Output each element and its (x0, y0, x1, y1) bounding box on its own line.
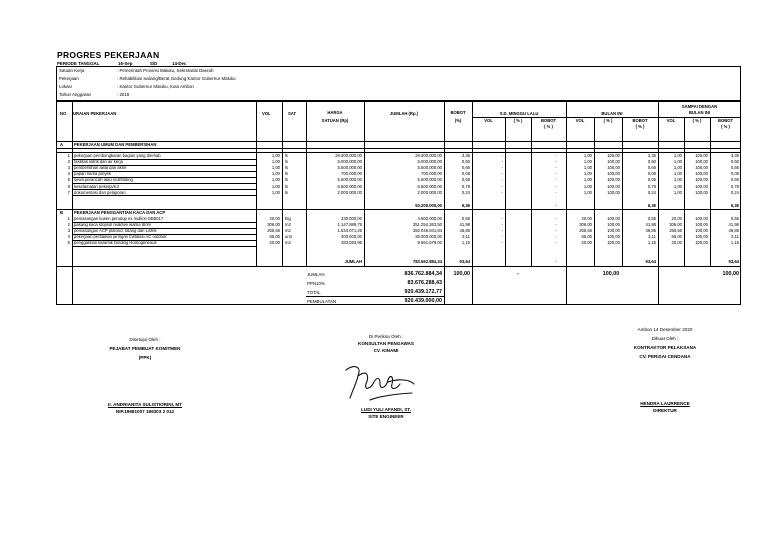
table-cell-l-bobot: - (555, 177, 557, 183)
table-cell-uraian: keselamatan pekerja/K3 (74, 183, 119, 189)
table-cell-harga: 28.000.000,00 (335, 153, 362, 158)
sig-middle-company: CV. KINAMI (373, 348, 399, 353)
table-cell-no: 1 (67, 216, 70, 221)
table-cell-vol: 1,00 (271, 153, 280, 158)
sig-right-name: HENDRA LAURRENCE (640, 401, 690, 406)
table-cell-no: 4 (67, 171, 70, 177)
table-cell-jumlah: 5.500.000,00 (417, 177, 442, 183)
table-cell-s-pct: 100,00 (695, 240, 708, 246)
table-cell-s-vol: 1,00 (673, 165, 682, 171)
table-cell-sat: ls (285, 177, 289, 183)
sig-middle-name: LUDI YULI AFANDI, ST. (361, 407, 411, 412)
header-bobot: BOBOT (450, 110, 466, 115)
table-cell-no: 6 (67, 183, 70, 189)
sig-right-made: Dibuat Oleh : (651, 336, 679, 341)
table-cell-no: 2 (67, 222, 70, 228)
grid-line (306, 296, 444, 297)
table-cell-s-vol: 20,00 (671, 216, 682, 221)
table-cell-s-vol: 255,56 (669, 228, 682, 234)
table-cell-l-bobot: - (555, 153, 557, 158)
grid-line (56, 148, 741, 149)
table-cell-jumlah: 392.046.941,84 (412, 228, 442, 234)
table-cell-s-bobot: 0,60 (730, 159, 739, 165)
grid-line (72, 246, 256, 247)
table-cell-harga: 700.000,00 (341, 171, 362, 177)
table-cell-b-pct: 100,00 (607, 171, 620, 177)
table-cell-s-pct: 100,00 (695, 228, 708, 234)
table-cell-l-bobot: - (555, 165, 557, 171)
subheader-vol: VOL (666, 118, 676, 123)
table-cell-bobot: 1,15 (461, 240, 470, 246)
table-cell-harga: 230.000,00 (341, 216, 362, 221)
table-cell-s-bobot: 0,66 (730, 165, 739, 171)
table-cell-no: 3 (67, 165, 70, 171)
subheader-bobot: BOBOT (717, 118, 734, 123)
table-cell-s-bobot: 46,85 (728, 228, 739, 234)
table-cell-l-bobot: - (555, 234, 557, 240)
table-cell-vol: 20,00 (269, 240, 280, 246)
subheader-pct: ( % ) (603, 118, 613, 123)
page-title: PROGRES PEKERJAAN (57, 50, 160, 60)
info-value: : Pemerintah Provinsi Maluku, Sekretariat Daerah (117, 68, 214, 73)
summary-pembulatan-value: 920.439.000,00 (404, 298, 442, 304)
table-cell-s-vol: 1,00 (673, 177, 682, 183)
section-a-title: PEKERJAAN UMUM DAN PEMBERSIHAN (74, 142, 157, 147)
table-cell-s-vol: 1,00 (673, 153, 682, 158)
table-cell-jumlah: 2.000.000,00 (417, 189, 442, 195)
table-cell-jumlah: 5.000.000,00 (417, 159, 442, 165)
section-a-subtotal-lalu: - (555, 203, 557, 208)
table-cell-bobot: 3,35 (461, 153, 470, 158)
table-cell-b-vol: 306,00 (579, 222, 592, 228)
table-cell-s-pct: 100,00 (695, 153, 708, 158)
info-label: Pekerjaan (59, 76, 79, 81)
table-cell-l-bobot: - (555, 189, 557, 195)
table-cell-b-bobot: 0,66 (647, 165, 656, 171)
table-cell-s-bobot: 0,55 (730, 216, 739, 221)
table-cell-l-vol: - (501, 222, 503, 228)
table-cell-vol: 255,56 (267, 228, 280, 234)
grid-line (56, 141, 741, 142)
table-cell-b-pct: 100,00 (607, 165, 620, 171)
period-sd: S/D (150, 61, 158, 66)
table-cell-harga: 5.500.000,00 (337, 177, 362, 183)
table-cell-bobot: 3,11 (462, 234, 470, 240)
header-sat: SAT (288, 111, 297, 116)
table-cell-sat: m2 (285, 222, 291, 228)
table-cell-l-vol: - (501, 216, 503, 221)
table-cell-no: 5 (67, 240, 70, 246)
table-cell-s-pct: 100,00 (695, 177, 708, 183)
table-cell-jumlah: 4.600.000,00 (417, 216, 442, 221)
table-cell-s-bobot: 41,98 (728, 222, 739, 228)
table-cell-no: 5 (67, 177, 70, 183)
table-cell-sat: m2 (285, 228, 291, 234)
subheader-bobot-unit: ( % ) (635, 124, 645, 129)
table-cell-l-vol: - (501, 228, 503, 234)
table-cell-jumlah: 5.500.000,00 (417, 165, 442, 171)
table-cell-b-pct: 100,00 (607, 216, 620, 221)
table-cell-harga: 5.000.000,00 (337, 159, 362, 165)
table-cell-s-pct: 100,00 (695, 216, 708, 221)
grid-line (56, 266, 741, 267)
grid-line (282, 101, 283, 267)
sig-right-date: Ambon 14 Desember 2020 (637, 327, 693, 332)
section-b-subtotal-label: JUMLAH (344, 259, 362, 264)
header-no: NO (60, 111, 67, 116)
table-cell-s-bobot: 0,08 (730, 171, 739, 177)
project-info-box (56, 66, 741, 101)
table-cell-sat: btg (285, 216, 291, 221)
table-cell-uraian: pemasangan kusen penutup ex mullion DB5017 (74, 216, 164, 221)
table-cell-harga: 483.083,95 (341, 240, 362, 246)
table-cell-l-bobot: - (555, 171, 557, 177)
table-cell-s-pct: 100,00 (695, 171, 708, 177)
table-cell-uraian: pasang kaca stopsol reaktive warna 6mm (74, 222, 152, 228)
subheader-pct: ( % ) (692, 118, 702, 123)
header-sampai-bulan-ini: BULAN INI (688, 110, 711, 115)
table-cell-harga: 400.000,00 (341, 234, 362, 240)
table-cell-b-pct: 100,00 (607, 240, 620, 246)
table-cell-no: 1 (67, 153, 70, 158)
header-uraian: URAIAN PEKERJAAN (73, 111, 117, 116)
grid-line (72, 101, 73, 305)
table-cell-vol: 1,00 (271, 183, 280, 189)
table-cell-b-bobot: 3,35 (647, 153, 656, 158)
table-cell-b-bobot: 0,78 (647, 183, 656, 189)
table-cell-b-pct: 100,00 (607, 159, 620, 165)
table-cell-b-bobot: 0,60 (647, 159, 656, 165)
table-cell-s-vol: 20,00 (671, 240, 682, 246)
table-cell-uraian: pekerjaan perbaikan jaringan Instalasi AC outdoor (74, 234, 167, 240)
table-cell-s-pct: 100,00 (695, 165, 708, 171)
summary-jumlah-bobot: 100,00 (453, 271, 470, 277)
table-cell-l-bobot: - (555, 159, 557, 165)
table-cell-l-bobot: - (555, 216, 557, 221)
header-harga-sub: SATUAN (Rp) (321, 118, 349, 123)
sig-middle-checked: Di Periksa Oleh : (368, 334, 404, 339)
table-cell-b-bobot: 0,55 (647, 216, 656, 221)
summary-bulan-total: 100,00 (602, 271, 620, 277)
table-cell-harga: 1.147.889,75 (337, 222, 362, 228)
subheader-bobot: BOBOT (632, 118, 648, 123)
section-b-subtotal-jumlah: 783.562.884,34 (412, 259, 442, 264)
sig-left-nip: NIP.19681007 199303 2 012 (115, 409, 175, 414)
table-cell-s-pct: 100,00 (695, 234, 708, 240)
table-cell-sat: ls (285, 159, 289, 165)
subheader-vol: VOL (484, 118, 493, 123)
table-cell-sat: ls (285, 183, 289, 189)
section-b-subtotal-bobot: 93,64 (459, 259, 470, 264)
table-cell-b-pct: 100,00 (607, 153, 620, 158)
header-jumlah: JUMLAH (Rp.) (389, 111, 419, 116)
table-cell-s-vol: 65,00 (671, 234, 682, 240)
subheader-bobot-unit: ( % ) (544, 124, 553, 129)
table-cell-l-bobot: - (555, 240, 557, 246)
table-cell-sat: ls (285, 165, 289, 171)
summary-jumlah-label: JUMLAH (307, 272, 325, 277)
table-cell-bobot: 0,08 (461, 171, 470, 177)
table-cell-b-pct: 100,00 (607, 189, 620, 195)
table-cell-s-vol: 1,00 (673, 183, 682, 189)
table-cell-s-bobot: 0,24 (730, 189, 739, 195)
info-value: : Kantor Gubernur Maluku, Kota Ambon (117, 84, 194, 89)
header-sd-minggu-lalu: S.D. MINGGU LALU (499, 111, 539, 116)
table-cell-no: 7 (67, 189, 70, 195)
section-b-title: PEKERJAAN PENGGANTIAN KACA DAN ACP (74, 210, 166, 215)
table-cell-vol: 1,00 (271, 171, 280, 177)
table-cell-jumlah: 700.000,00 (421, 171, 442, 177)
table-cell-b-vol: 1,00 (583, 153, 592, 158)
table-cell-uraian: fasilitas listrik dan air kerja (74, 159, 123, 165)
table-cell-b-pct: 100,00 (607, 222, 620, 228)
table-cell-bobot: 0,24 (461, 189, 470, 195)
summary-ppn-label: PPN10% (307, 281, 325, 286)
summary-jumlah-value: 836.762.884,34 (404, 271, 442, 277)
table-cell-b-pct: 100,00 (607, 234, 620, 240)
table-cell-harga: 1.534.071,25 (337, 228, 362, 234)
table-cell-s-pct: 100,00 (695, 189, 708, 195)
table-cell-s-pct: 100,00 (695, 159, 708, 165)
sig-left-role: (PPK) (138, 355, 152, 360)
signature-image (340, 360, 420, 405)
table-cell-s-vol: 306,00 (669, 222, 682, 228)
sig-right-title: KONTRAKTOR PELAKSANA (633, 345, 697, 350)
table-cell-b-vol: 255,56 (579, 228, 592, 234)
table-cell-harga: 5.500.000,00 (337, 165, 362, 171)
sig-right-role: DIREKTUR (653, 408, 677, 413)
table-cell-harga: 6.500.000,00 (337, 183, 362, 189)
table-cell-s-bobot: 3,35 (730, 153, 739, 158)
grid-line (658, 101, 659, 305)
table-cell-s-vol: 1,00 (673, 171, 682, 177)
table-cell-l-vol: - (501, 159, 503, 165)
info-label: Satuan Kerja (59, 68, 85, 73)
table-cell-l-vol: - (501, 177, 503, 183)
table-cell-b-vol: 20,00 (581, 216, 592, 221)
table-cell-l-vol: - (501, 234, 503, 240)
sig-left-approved: Disetujui Oleh : (129, 337, 161, 342)
header-vol: VOL (262, 111, 271, 116)
table-cell-l-bobot: - (555, 183, 557, 189)
table-cell-b-vol: 1,00 (583, 183, 592, 189)
table-cell-sat: ls (285, 171, 289, 177)
subheader-bobot: BOBOT (540, 118, 557, 123)
table-cell-sat: ls (285, 189, 289, 195)
table-cell-b-vol: 1,00 (583, 159, 592, 165)
table-cell-b-bobot: 0,24 (647, 189, 656, 195)
table-cell-uraian: pembersihan awal dan akhir (74, 165, 127, 171)
section-b-subtotal-bulan: 93,64 (645, 259, 656, 264)
info-label: Lokasi (59, 84, 72, 89)
summary-sampai-total: 100,00 (722, 271, 739, 277)
section-a-subtotal-bulan: 6,36 (647, 203, 656, 208)
table-cell-b-bobot: 0,66 (647, 177, 656, 183)
table-cell-vol: 20,00 (269, 216, 280, 221)
table-cell-l-bobot: - (555, 228, 557, 234)
table-cell-l-vol: - (501, 165, 503, 171)
table-cell-bobot: 46,85 (459, 228, 470, 234)
table-cell-b-pct: 100,00 (607, 183, 620, 189)
table-cell-s-pct: 100,00 (695, 222, 708, 228)
table-cell-no: 2 (67, 159, 70, 165)
table-cell-vol: 1,00 (271, 159, 280, 165)
table-cell-s-pct: 100,00 (695, 183, 708, 189)
table-cell-l-vol: - (501, 153, 503, 158)
table-cell-s-vol: 1,00 (673, 189, 682, 195)
table-cell-vol: 306,00 (267, 222, 280, 228)
section-b-subtotal-lalu: - (555, 259, 557, 264)
section-a-subtotal-bobot: 6,36 (461, 203, 470, 208)
table-cell-l-bobot: - (555, 222, 557, 228)
table-cell-b-bobot: 1,15 (647, 240, 656, 246)
subheader-bobot-unit: ( % ) (721, 124, 730, 129)
grid-line (72, 195, 256, 196)
table-cell-jumlah: 26.000.000,00 (415, 234, 442, 240)
section-a-subtotal-jumlah: 53.200.000,00 (415, 203, 442, 208)
sig-middle-title: KONSULTAN PENGAWAS (358, 341, 414, 346)
info-value: : 2019 (117, 92, 130, 97)
section-b-code: B (60, 210, 64, 215)
header-harga: HARGA (327, 110, 343, 115)
table-cell-bobot: 0,78 (461, 183, 470, 189)
table-cell-uraian: penggantian karamik Dinding Homogeneous (74, 240, 157, 246)
grid-line (472, 101, 473, 305)
table-cell-vol: 1,00 (271, 177, 280, 183)
table-cell-b-vol: 1,00 (583, 177, 592, 183)
table-cell-jumlah: 351.254.263,50 (412, 222, 442, 228)
subheader-pct: ( % ) (513, 118, 523, 123)
table-cell-b-bobot: 41,98 (645, 222, 656, 228)
table-cell-vol: 1,00 (271, 165, 280, 171)
table-cell-uraian: pemasangan ACP plafond, talang dan Listrik (74, 228, 157, 234)
summary-total-label: TOTAL (307, 290, 321, 295)
grid-line (505, 117, 506, 267)
table-cell-s-bobot: 0,66 (730, 177, 739, 183)
table-cell-l-vol: - (501, 171, 503, 177)
table-cell-uraian: dokumentasi dan pelaporan (74, 189, 126, 195)
table-cell-jumlah: 28.000.000,00 (415, 153, 442, 158)
table-cell-sat: m2 (285, 240, 291, 246)
table-cell-jumlah: 9.661.679,00 (417, 240, 442, 246)
table-cell-bobot: 41,98 (459, 222, 470, 228)
section-b-subtotal-sampai: 93,64 (728, 259, 739, 264)
sig-middle-role: SITE ENGINEER (368, 414, 404, 419)
info-value: : Rehabilitasi sedang/Berat Gedung Kantor Gubernur Maluku (117, 76, 236, 81)
table-cell-bobot: 0,60 (461, 159, 470, 165)
table-cell-jumlah: 6.500.000,00 (417, 183, 442, 189)
summary-total-value: 920.439.172,77 (404, 289, 442, 295)
sig-right-company: CV. PERISAI CENDANA (639, 354, 691, 359)
table-cell-b-vol: 1,00 (583, 189, 592, 195)
summary-lalu-total: - (517, 271, 519, 277)
table-cell-vol: 1,00 (271, 189, 280, 195)
header-bulan-ini: BULAN INI (601, 111, 623, 116)
table-cell-bobot: 0,66 (461, 177, 470, 183)
subheader-vol: VOL (575, 118, 585, 123)
table-cell-b-vol: 65,00 (581, 234, 592, 240)
table-cell-bobot: 0,55 (461, 216, 470, 221)
table-cell-sat: unit (285, 234, 292, 240)
period-label: PERIODE TANGGAL (57, 61, 100, 66)
period-from: 16-Sep (118, 61, 133, 66)
table-cell-b-vol: 1,00 (583, 171, 592, 177)
table-cell-b-vol: 1,00 (583, 165, 592, 171)
section-a-subtotal-sampai: 6,36 (730, 203, 739, 208)
table-cell-s-bobot: 3,11 (731, 234, 739, 240)
table-cell-l-vol: - (501, 189, 503, 195)
table-cell-s-vol: 1,00 (673, 159, 682, 165)
table-cell-no: 3 (67, 228, 70, 234)
table-cell-s-bobot: 0,78 (730, 183, 739, 189)
table-cell-b-vol: 20,00 (581, 240, 592, 246)
header-bobot-unit: (%) (454, 118, 462, 123)
table-cell-b-pct: 100,00 (607, 228, 620, 234)
table-cell-sat: ls (285, 153, 289, 158)
sig-left-title: PEJABAT PEMBUAT KOMITMEN (109, 346, 181, 351)
summary-ppn-value: 83.676.288,43 (407, 280, 442, 286)
table-cell-l-vol: - (501, 240, 503, 246)
header-sampai-dengan: SAMPAI DENGAN (681, 104, 718, 109)
table-cell-b-bobot: 3,11 (648, 234, 656, 240)
table-cell-l-vol: - (501, 183, 503, 189)
table-cell-uraian: papan nama proyek (74, 171, 112, 177)
period-to: 14-Dec (172, 61, 187, 66)
table-cell-s-bobot: 1,15 (730, 240, 739, 246)
table-cell-uraian: sewa perancah atau scaffolding (74, 177, 133, 183)
table-cell-vol: 65,00 (269, 234, 280, 240)
summary-pembulatan-label: PEMBULATAN (307, 299, 337, 304)
sig-left-name: Ir. ANDRIANITA SULISTIORINI, MT (107, 402, 183, 407)
table-cell-uraian: pekerjaan pembongkaran bagian yang direhab (74, 153, 161, 158)
info-label: Tahun Anggaran (59, 92, 91, 97)
table-cell-b-bobot: 0,08 (647, 171, 656, 177)
table-cell-b-pct: 100,00 (607, 177, 620, 183)
table-cell-b-bobot: 46,85 (645, 228, 656, 234)
table-cell-no: 4 (67, 234, 70, 240)
table-cell-harga: 2.000.000,00 (337, 189, 362, 195)
table-cell-bobot: 0,66 (461, 165, 470, 171)
section-a-code: A (60, 142, 64, 147)
